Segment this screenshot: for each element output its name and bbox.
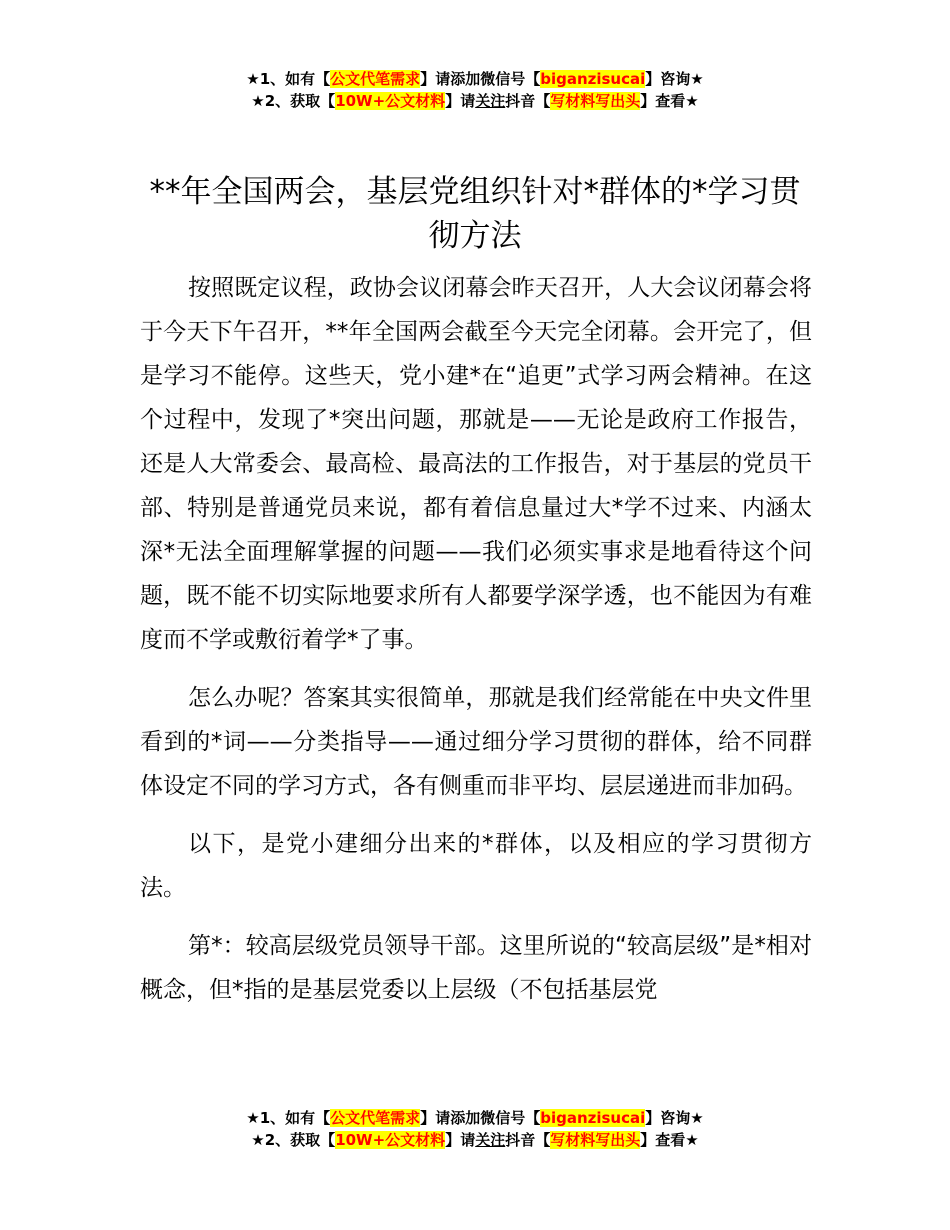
banner-text: 】请 <box>445 1131 476 1149</box>
banner-highlight: 写材料写出头 <box>550 92 641 110</box>
banner-text: 抖音【 <box>505 1131 551 1149</box>
banner-text: ★2、获取【 <box>251 92 336 110</box>
banner-highlight: 公文代笔需求 <box>330 1109 421 1127</box>
banner-text: 】请 <box>445 92 476 110</box>
banner-text: 抖音【 <box>505 92 551 110</box>
banner-text: ★1、如有【 <box>246 70 331 88</box>
document-body <box>140 266 812 1026</box>
banner-line-1 <box>0 68 950 90</box>
banner-text: 】咨询★ <box>645 70 704 88</box>
paragraph-3: 以下，是党小建细分出来的*群体，以及相应的学习贯彻方法。 <box>140 831 812 901</box>
banner-text: 】请添加微信号【 <box>420 1109 541 1127</box>
header-banner <box>0 68 950 112</box>
banner-highlight: 写材料写出头 <box>550 1131 641 1149</box>
banner-line-1 <box>0 1107 950 1129</box>
banner-line-2 <box>0 1129 950 1151</box>
banner-underlined: 关注 <box>475 92 506 110</box>
banner-text: ★1、如有【 <box>246 1109 331 1127</box>
banner-text: ★2、获取【 <box>251 1131 336 1149</box>
banner-text: 】请添加微信号【 <box>420 70 541 88</box>
banner-underlined: 关注 <box>475 1131 506 1149</box>
banner-line-2 <box>0 90 950 112</box>
banner-text: 】查看★ <box>640 92 699 110</box>
paragraph-1: 按照既定议程，政协会议闭幕会昨天召开，人大会议闭幕会将于今天下午召开，**年全国两会截至今天完全闭幕。会开完了，但是学习不能停。这些天，党小建*在“追更”式学习两会精神。在这个过程中，发现了*突出问题，那就是——无论是政府工作报告，还是人大常委会、最高检、最高法的工作报告，对于基层的党员干部、特别是普通党员来说，都有着信息量过大*学不过来、内涵太深*无法全面理解掌握的问题——我们必须实事求是地看待这个问题，既不能不切实际地要求所有人都要学深学透，也不能因为有难度而不学或敷衍着学*了事。 <box>140 275 812 653</box>
paragraph-2: 怎么办呢？答案其实很简单，那就是我们经常能在中央文件里看到的*词——分类指导——通过细分学习贯彻的群体，给不同群体设定不同的学习方式，各有侧重而非平均、层层递进而非加码。 <box>140 685 812 799</box>
footer-banner <box>0 1107 950 1151</box>
banner-text: 】咨询★ <box>645 1109 704 1127</box>
paragraph-4: 第*：较高层级党员领导干部。这里所说的“较高层级”是*相对概念，但*指的是基层党委以上层级（不包括基层党 <box>140 933 812 1003</box>
banner-text: 】查看★ <box>640 1131 699 1149</box>
banner-highlight: biganzisucai <box>540 70 646 88</box>
banner-highlight: 10W+公文材料 <box>335 92 446 110</box>
banner-highlight: biganzisucai <box>540 1109 646 1127</box>
banner-highlight: 10W+公文材料 <box>335 1131 446 1149</box>
banner-highlight: 公文代笔需求 <box>330 70 421 88</box>
document-title: **年全国两会，基层党组织针对*群体的*学习贯彻方法 <box>149 174 801 254</box>
